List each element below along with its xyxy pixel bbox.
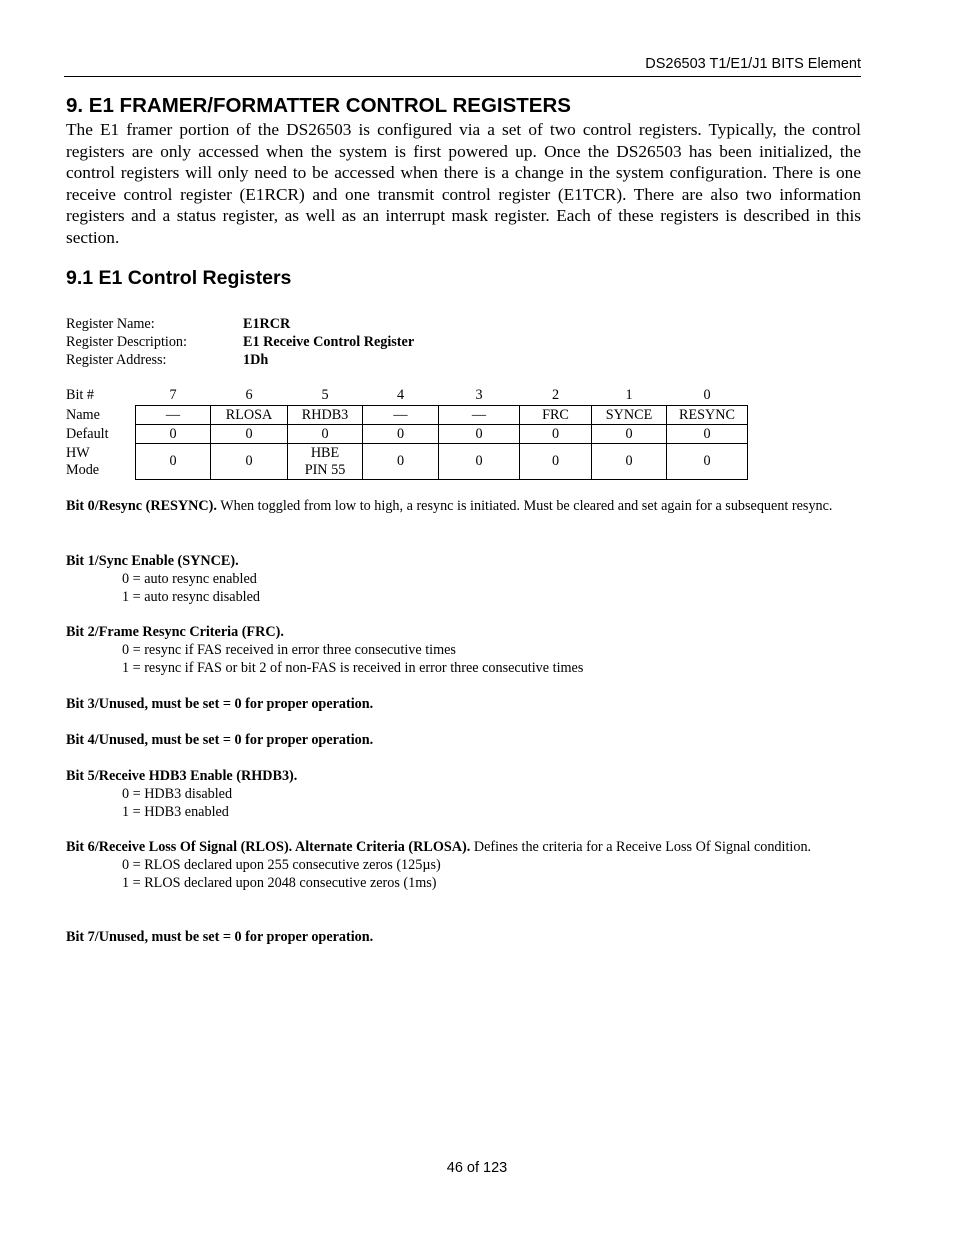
register-bit-table	[66, 386, 748, 480]
row-label-hw: HW	[66, 444, 90, 461]
bit-name-cell: SYNCE	[592, 406, 667, 425]
bit5-option-1: 1 = HDB3 enabled	[122, 804, 229, 820]
bit-name-cell: RESYNC	[667, 406, 748, 425]
bit-hw-mode-cell: 0	[520, 444, 592, 480]
document-header-title: DS26503 T1/E1/J1 BITS Element	[645, 56, 861, 72]
subsection-heading: 9.1 E1 Control Registers	[66, 267, 292, 289]
bit-name-cell: —	[363, 406, 439, 425]
bit-default-cell: 0	[136, 425, 211, 444]
bit3-description	[66, 695, 861, 713]
bit-number-cell: 2	[551, 387, 560, 403]
bit-hw-mode-cell: 0	[363, 444, 439, 480]
bit6-description	[66, 838, 861, 892]
bit-hw-mode-cell: 0	[211, 444, 288, 480]
bit2-title: Bit 2/Frame Resync Criteria (FRC).	[66, 624, 284, 640]
bit-number-cell: 7	[169, 387, 177, 403]
section-heading: 9. E1 FRAMER/FORMATTER CONTROL REGISTERS	[66, 94, 571, 117]
register-name-label: Register Name:	[66, 316, 155, 332]
bit-hw-mode-row	[66, 444, 748, 480]
bit-hw-mode-cell: 0	[592, 444, 667, 480]
register-name-row	[66, 315, 414, 333]
bit-name-row	[66, 406, 748, 425]
row-label-default: Default	[66, 425, 109, 442]
bit3-title: Bit 3/Unused, must be set = 0 for proper operation.	[66, 696, 374, 712]
row-label-bit: Bit #	[66, 387, 94, 404]
bit-hw-mode-cell: 0	[667, 444, 748, 480]
bit-number-cell: 0	[703, 387, 711, 403]
register-description: E1 Receive Control Register	[243, 334, 415, 350]
bit-number-cell: 6	[245, 387, 253, 403]
row-label-mode: Mode	[66, 461, 100, 478]
bit7-title: Bit 7/Unused, must be set = 0 for proper operation.	[66, 929, 374, 945]
hw-mode-hbe: HBE	[310, 444, 340, 461]
register-name: E1RCR	[243, 316, 291, 332]
bit-default-cell: 0	[592, 425, 667, 444]
section-intro: The E1 framer portion of the DS26503 is configured via a set of two control registers. Typically, the control registers are only accessed when the system is first powered up. Once the DS26503 has been initialized, the control registers will only need to be accessed when there is a change in the system configuration. There is one receive control register (E1RCR) and one transmit control register (E1TCR). There are also two information registers and a status register, as well as an interrupt mask register. Each of these registers is described in this section.	[66, 120, 861, 247]
bit-number-cell: 3	[475, 387, 483, 403]
bit-default-row	[66, 425, 748, 444]
bit-default-cell: 0	[288, 425, 363, 444]
bit-number-cell: 1	[625, 387, 633, 403]
bit-hw-mode-cell: 0	[136, 444, 211, 480]
register-info	[66, 315, 414, 369]
page-number: 46 of 123	[446, 1160, 508, 1176]
bit-number-row	[66, 386, 748, 406]
bit1-option-1: 1 = auto resync disabled	[122, 589, 261, 605]
bit1-option-0: 0 = auto resync enabled	[122, 571, 257, 587]
bit5-description	[66, 767, 861, 821]
bit6-title: Bit 6/Receive Loss Of Signal (RLOS). Alternate Criteria (RLOSA).	[66, 839, 471, 855]
header-rule	[64, 76, 861, 77]
bit5-option-0: 0 = HDB3 disabled	[122, 786, 233, 802]
row-label-name: Name	[66, 406, 100, 423]
bit2-option-1: 1 = resync if FAS or bit 2 of non-FAS is received in error three consecutive times	[122, 660, 584, 676]
bit2-description	[66, 623, 861, 677]
bit2-option-0: 0 = resync if FAS received in error three consecutive times	[122, 642, 456, 658]
bit-name-cell: FRC	[520, 406, 592, 425]
register-address-row	[66, 351, 414, 369]
bit0-text: When toggled from low to high, a resync is initiated. Must be cleared and set again for a subsequent resync.	[216, 498, 833, 514]
register-address-label: Register Address:	[66, 352, 167, 368]
bit-name-cell: RLOSA	[211, 406, 288, 425]
bit0-title: Bit 0/Resync (RESYNC).	[66, 498, 217, 514]
bit-default-cell: 0	[667, 425, 748, 444]
bit6-option-1: 1 = RLOS declared upon 2048 consecutive zeros (1ms)	[122, 875, 437, 891]
bit-default-cell: 0	[439, 425, 520, 444]
bit-name-cell: RHDB3	[288, 406, 363, 425]
bit-default-cell: 0	[363, 425, 439, 444]
bit1-title: Bit 1/Sync Enable (SYNCE).	[66, 553, 239, 569]
register-address: 1Dh	[243, 352, 269, 368]
register-desc-label: Register Description:	[66, 334, 187, 350]
register-desc-row	[66, 333, 414, 351]
bit5-title: Bit 5/Receive HDB3 Enable (RHDB3).	[66, 768, 298, 784]
bit6-option-0: 0 = RLOS declared upon 255 consecutive zeros (125µs)	[122, 857, 441, 873]
bit-number-cell: 4	[396, 387, 405, 403]
bit0-description	[66, 497, 861, 515]
bit1-description	[66, 552, 861, 606]
bit-hw-mode-cell: 0	[439, 444, 520, 480]
hw-mode-pin: PIN 55	[304, 461, 346, 478]
bit7-description	[66, 928, 861, 946]
bit6-text: Defines the criteria for a Receive Loss Of Signal condition.	[470, 839, 812, 855]
bit-hw-mode-cell	[288, 444, 363, 480]
bit-name-cell: —	[136, 406, 211, 425]
bit4-description	[66, 731, 861, 749]
row-label-hw-mode	[66, 444, 136, 480]
bit4-title: Bit 4/Unused, must be set = 0 for proper operation.	[66, 732, 374, 748]
bit-name-cell: —	[439, 406, 520, 425]
bit-default-cell: 0	[520, 425, 592, 444]
bit-number-cell: 5	[321, 387, 329, 403]
bit-default-cell: 0	[211, 425, 288, 444]
